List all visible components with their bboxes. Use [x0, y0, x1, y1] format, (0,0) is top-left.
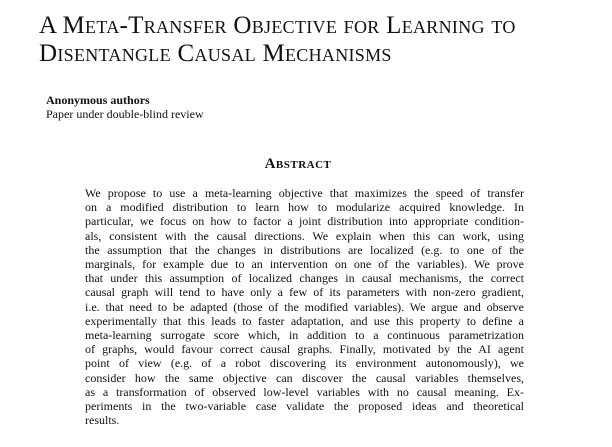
abstract-line: experimentally that this leads to faster adaptation, and use this property to define a	[85, 313, 524, 328]
abstract-line: causal graph will tend to have only a few of its parameters with non-zero gradient,	[85, 285, 524, 300]
abstract-heading: Abstract	[264, 156, 332, 172]
abstract-line: results.	[85, 413, 120, 428]
abstract-line: i.e. that need to be adapted (those of the modified variables). We argue and observe	[85, 299, 524, 314]
abstract-line: as a transformation of observed low-level variables with no causal meaning. Ex-	[85, 384, 524, 399]
abstract-line: meta-learning surrogate score which, in addition to a continuous parametrization	[85, 328, 524, 343]
paper-title-line: Disentangle Causal Mechanisms	[39, 40, 392, 67]
author-names: Anonymous authors	[46, 93, 150, 107]
abstract-line: on a modified distribution to learn how to modularize acquired knowledge. In	[85, 200, 524, 215]
paper-title	[39, 12, 599, 68]
paper-title-line: A Meta-Transfer Objective for Learning to	[39, 12, 516, 39]
abstract-line: als, consistent with the causal directions. We explain when this can work, using	[85, 228, 524, 243]
abstract-line: consider how the same objective can discover the causal variables themselves,	[85, 370, 524, 385]
abstract-line: point of view (e.g. of a robot discovering its environment autonomously), we	[85, 356, 524, 371]
abstract-line: marginals, for example due to an intervention on one of the variables). We prove	[85, 257, 524, 272]
abstract-line: of graphs, would favour correct causal graphs. Finally, motivated by the AI agent	[85, 342, 524, 357]
abstract-body	[85, 186, 524, 427]
abstract-line: the assumption that the changes in distributions are localized (e.g. to one of the	[85, 242, 524, 257]
abstract-line: that under this assumption of localized changes in causal mechanisms, the correct	[85, 271, 524, 286]
author-affiliation: Paper under double-blind review	[46, 107, 204, 121]
abstract-line: particular, we focus on how to factor a joint distribution into appropriate condition-	[85, 214, 524, 229]
abstract-line: periments in the two-variable case validate the proposed ideas and theoretical	[85, 399, 524, 414]
abstract-line: We propose to use a meta-learning objective that maximizes the speed of transfer	[85, 186, 524, 200]
